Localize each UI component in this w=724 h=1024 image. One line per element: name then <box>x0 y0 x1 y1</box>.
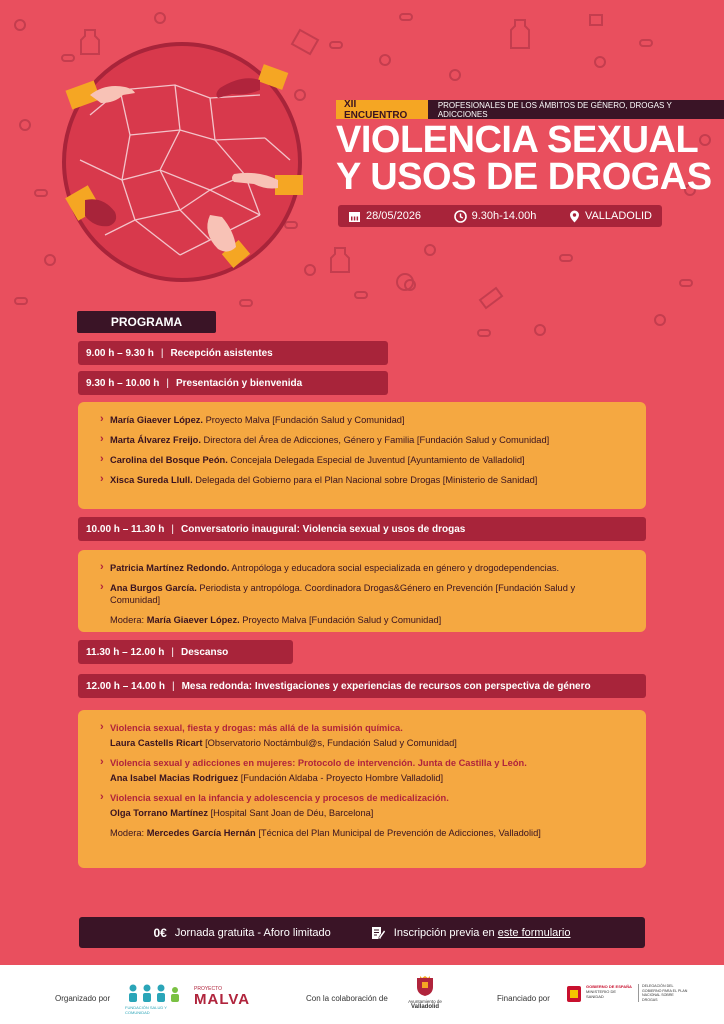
coat-of-arms-icon <box>416 975 434 997</box>
slot-label: Recepción asistentes <box>170 347 273 359</box>
moderator-line: Modera: Mercedes García Hernán [Técnica del Plan Municipal de Prevención de Adicciones, Valladolid] <box>110 828 541 838</box>
schedule-slot-conversatorio: 10.00 h – 11.30 h | Conversatorio inaugural: Violencia sexual y usos de drogas <box>78 517 646 541</box>
talk-title: › Violencia sexual en la infancia y adolescencia y procesos de medicalización. <box>110 793 449 803</box>
slot-label: Conversatorio inaugural: Violencia sexual y usos de drogas <box>181 523 466 535</box>
free-admission-text: Jornada gratuita - Aforo limitado <box>174 926 331 939</box>
slot-time: 9.00 h – 9.30 h <box>86 347 154 359</box>
signup-info <box>371 925 571 940</box>
delegacion-text: DELEGACIÓN DEL GOBIERNO PARA EL PLAN NACIONAL SOBRE DROGAS <box>638 984 688 1002</box>
slot-time: 10.00 h – 11.30 h <box>86 523 165 535</box>
clock-icon <box>454 210 467 223</box>
edition-subtitle: PROFESIONALES DE LOS ÁMBITOS DE GÉNERO, DROGAS Y ADICCIONES <box>428 100 724 119</box>
talk-title: › Violencia sexual y adicciones en mujeres: Protocolo de intervención. Junta de Castilla y León. <box>110 758 527 768</box>
list-item: › María Giaever López. Proyecto Malva [Fundación Salud y Comunidad] <box>100 414 624 426</box>
page-title <box>336 119 712 198</box>
list-item: › Xisca Sureda Llull. Delegada del Gobierno para el Plan Nacional sobre Drogas [Ministerio de Sanidad] <box>100 474 624 486</box>
programa-heading: PROGRAMA <box>77 311 216 333</box>
ministerio-text: GOBIERNO DE ESPAÑA MINISTERIO DE SANIDAD <box>586 984 632 999</box>
schedule-slot-mesa-redonda: 12.00 h – 14.00 h | Mesa redonda: Investigaciones y experiencias de recursos con perspectiva de género <box>78 674 646 698</box>
ministerio-logo <box>566 984 688 1004</box>
signup-form-icon <box>371 925 386 940</box>
list-item: › Violencia sexual en la infancia y adolescencia y procesos de medicalización. Olga Torrano Martínez [Hospital Sant Joan de Déu, Barcelona] <box>100 792 624 819</box>
slot-label: Mesa redonda: Investigaciones y experiencias de recursos con perspectiva de género <box>181 680 591 692</box>
schedule-slot-welcome: 9.30 h – 10.00 h | Presentación y bienvenida <box>78 371 388 395</box>
event-date: 28/05/2026 <box>348 210 421 223</box>
calendar-icon <box>348 210 361 223</box>
list-item: › Ana Burgos García. Periodista y antropóloga. Coordinadora Drogas&Género en Prevención [Fundación Salud y Comunidad] <box>100 582 624 606</box>
list-item: › Violencia sexual, fiesta y drogas: más allá de la sumisión química. Laura Castells Ricart [Observatorio Noctámbul@s, Fundación Salud y Comunidad] <box>100 722 624 749</box>
list-item: › Carolina del Bosque Peón. Concejala Delegada Especial de Juventud [Ayuntamiento de Valladolid] <box>100 454 624 466</box>
list-item: › Violencia sexual y adicciones en mujeres: Protocolo de intervención. Junta de Castilla y León. Ana Isabel Macias Rodriguez [Fundación Aldaba - Proyecto Hombre Valladolid] <box>100 757 624 784</box>
list-item: › Patricia Martínez Redondo. Antropóloga y educadora social especializada en género y drogodependencias. <box>100 562 624 574</box>
slot-time: 9.30 h – 10.00 h <box>86 377 160 389</box>
spain-shield-icon <box>566 984 582 1004</box>
edition-label: XII ENCUENTRO <box>336 100 428 119</box>
title-line-1: VIOLENCIA SEXUAL <box>336 119 699 161</box>
schedule-slot-reception: 9.00 h – 9.30 h | Recepción asistentes <box>78 341 388 365</box>
event-badge <box>336 100 724 119</box>
funded-by-label: Financiado por <box>497 994 550 1003</box>
mesa-talks-box <box>78 710 646 868</box>
malva-logo: PROYECTO MALVA <box>194 986 251 1008</box>
moderator-line: Modera: María Giaever López. Proyecto Malva [Fundación Salud y Comunidad] <box>110 615 442 625</box>
list-item: › Marta Álvarez Freijo. Directora del Área de Adicciones, Género y Familia [Fundación Salud y Comunidad] <box>100 434 624 446</box>
fsc-logo-mark <box>125 983 185 1003</box>
collaboration-label: Con la colaboración de <box>306 994 388 1003</box>
slot-label: Presentación y bienvenida <box>176 377 303 389</box>
event-meta-bar <box>338 205 662 227</box>
location-pin-icon <box>569 210 580 223</box>
sponsor-logos <box>0 965 724 1024</box>
event-time: 9.30h-14.00h <box>454 210 537 223</box>
signup-text: Inscripción previa en este formulario <box>393 926 571 939</box>
fsc-logo: FUNDACIÓN SALUD Y COMUNIDAD <box>125 983 185 1015</box>
ayuntamiento-logo: Ayuntamiento de Valladolid <box>402 975 448 1011</box>
event-location: VALLADOLID <box>569 210 652 223</box>
slot-time: 11.30 h – 12.00 h <box>86 646 165 658</box>
conversatorio-speakers-box <box>78 550 646 632</box>
signup-form-link[interactable]: este formulario <box>497 926 571 939</box>
slot-label: Descanso <box>181 646 229 658</box>
price-label: 0€ <box>153 925 167 940</box>
slot-time: 12.00 h – 14.00 h <box>86 680 165 692</box>
organized-by-label: Organizado por <box>55 994 111 1003</box>
free-admission <box>154 926 331 940</box>
schedule-slot-break: 11.30 h – 12.00 h | Descanso <box>78 640 293 664</box>
hands-web-illustration <box>60 40 305 285</box>
welcome-speakers-box <box>78 402 646 509</box>
title-line-2: Y USOS DE DROGAS <box>336 156 712 198</box>
registration-bar <box>79 917 645 948</box>
talk-title: › Violencia sexual, fiesta y drogas: más allá de la sumisión química. <box>110 723 403 733</box>
